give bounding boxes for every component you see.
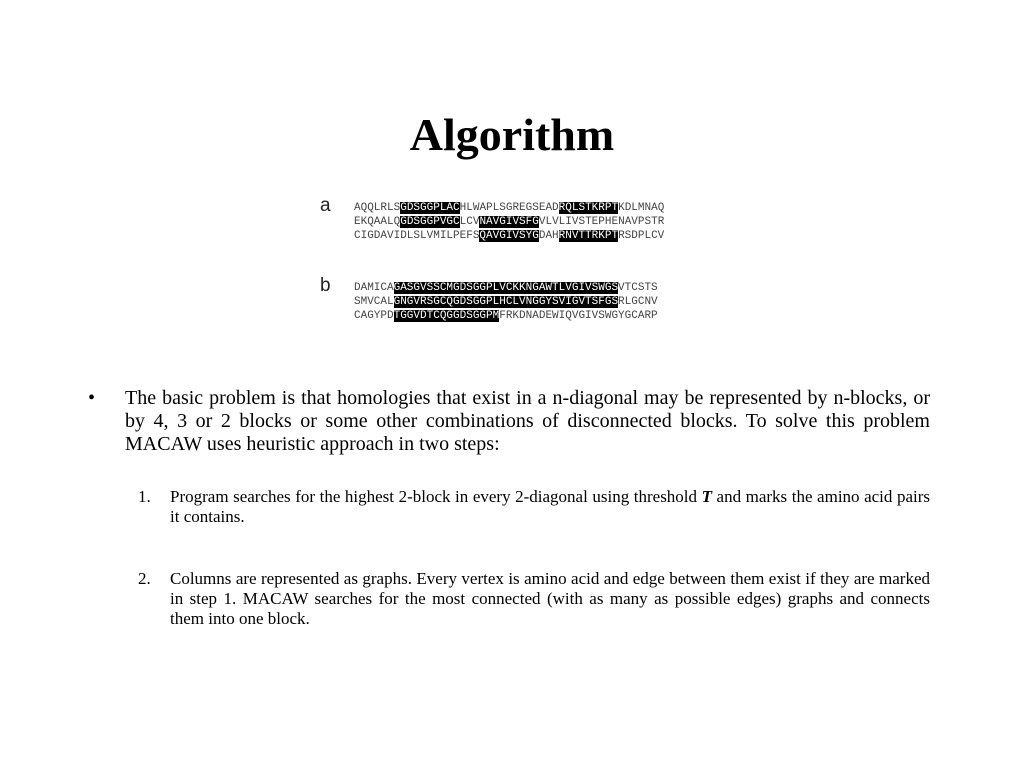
conserved-block: RNVTTRKPT — [558, 230, 619, 242]
conserved-block: NAVGIVSFG — [479, 216, 539, 228]
sequence-segment: AQQLRLS — [354, 202, 401, 214]
step-number: 1. — [138, 487, 151, 506]
sequence-segment: DAMICA — [354, 282, 394, 294]
sequence-segment: DAH — [538, 230, 559, 242]
sequence-segment: SMVCAL — [354, 296, 394, 308]
panel-label: a — [320, 195, 331, 216]
numbered-steps — [138, 487, 930, 629]
bullet-icon: • — [88, 387, 96, 409]
sequence-segment: VLVLIVSTEPHENAVPSTR — [538, 216, 665, 228]
step-item — [138, 569, 930, 629]
bullet-item — [88, 387, 930, 456]
sequence-rows — [354, 201, 664, 243]
sequence-segment: KDLMNAQ — [618, 202, 665, 214]
main-bullet — [88, 387, 930, 456]
sequence-row — [354, 201, 664, 215]
conserved-block: RQLSTKRPT — [558, 202, 619, 214]
conserved-block: GNGVRSGCQGDSGGPLHCLVNGGYSVIGVTSFGS — [393, 296, 619, 308]
conserved-block: TGGVDTCQGGDSGGPM — [393, 310, 500, 322]
sequence-segment: HLWAPLSGREGSEAD — [459, 202, 559, 214]
slide-title: Algorithm — [409, 109, 615, 160]
step-text-continued: and marks the amino acid pairs it contains. — [170, 487, 930, 526]
step-number: 2. — [138, 569, 151, 588]
sequence-rows — [354, 281, 658, 323]
step-text: Program searches for the highest 2-block in every 2-diagonal using threshold — [170, 487, 702, 506]
sequence-row — [354, 309, 658, 323]
sequence-segment: VTCSTS — [618, 282, 658, 294]
step-item — [138, 487, 930, 527]
threshold-symbol: T — [701, 487, 712, 506]
sequence-row — [354, 295, 658, 309]
sequence-row — [354, 281, 658, 295]
conserved-block: QAVGIVSYG — [479, 230, 539, 242]
sequence-segment: RLGCNV — [618, 296, 658, 308]
sequence-row — [354, 229, 664, 243]
conserved-block: GASGVSSCMGDSGGPLVCKKNGAWTLVGIVSWGS — [393, 282, 619, 294]
sequence-segment: FRKDNADEWIQVGIVSWGYGCARP — [499, 310, 658, 322]
sequence-alignment-figure — [318, 196, 738, 326]
sequence-segment: EKQAALQ — [354, 216, 401, 228]
panel-label: b — [320, 275, 331, 296]
conserved-block: GDSGGPVGC — [400, 216, 460, 228]
bullet-text: The basic problem is that homologies that exist in a n-diagonal may be represented by n-blocks, or by 4, 3 or 2 blocks or some other combinations of disconnected blocks. To solve this problem MACAW uses heuristic approach in two steps: — [125, 387, 930, 455]
step-text: Columns are represented as graphs. Every vertex is amino acid and edge between them exist if they are marked in step 1. MACAW searches for the most connected (with as many as possible edges) graphs and connects them into one block. — [170, 569, 930, 628]
sequence-segment: RSDPLCV — [618, 230, 665, 242]
sequence-segment: LCV — [459, 216, 480, 228]
sequence-row — [354, 215, 664, 229]
sequence-segment: CAGYPD — [354, 310, 394, 322]
sequence-segment: CIGDAVIDLSLVMILPEFS — [354, 230, 480, 242]
conserved-block: GDSGGPLAC — [400, 202, 460, 214]
